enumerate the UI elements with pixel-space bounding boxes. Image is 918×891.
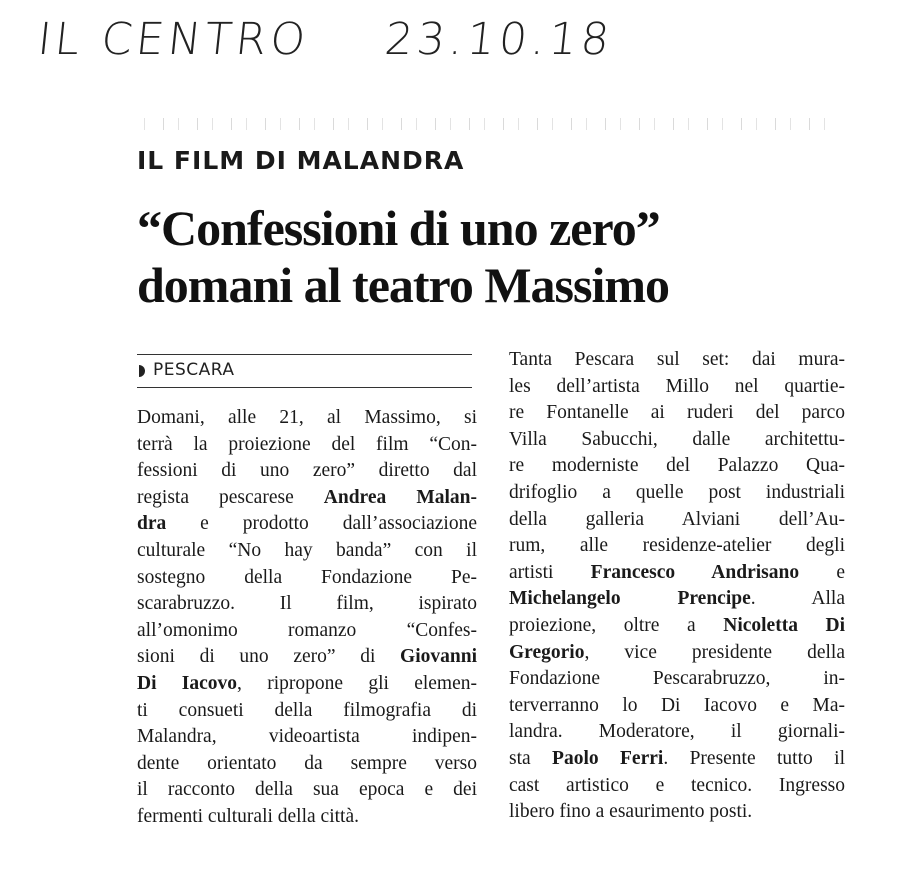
text-run: sostegno della Fondazione Pe- [137,566,477,588]
text-line [137,618,477,645]
text-line [509,640,845,667]
text-line [137,485,477,512]
text-line [137,804,477,831]
text-line [137,591,477,618]
text-line [137,538,477,565]
text-run: all’omonimo romanzo “Confes- [137,619,477,641]
article-headline [137,200,797,314]
article-kicker: IL FILM DI MALANDRA [137,146,465,175]
text-line [509,799,845,826]
bold-name: Francesco Andrisano [590,561,800,583]
text-run: regista pescarese [137,486,324,508]
text-line [137,644,477,671]
text-run: fermenti culturali della città. [137,805,359,827]
text-run: drifoglio a quelle post industriali [509,481,845,503]
text-line [509,586,845,613]
text-run: ti consueti della filmografia di [137,699,477,721]
bold-name: Paolo Ferri [552,747,664,769]
article-column-1 [137,405,477,831]
text-line [509,427,845,454]
text-line [137,432,477,459]
text-line [509,400,845,427]
text-line [509,719,845,746]
text-run: rum, alle residenze-atelier degli [509,535,845,557]
text-run: les dell’artista Millo nel quartie- [509,375,845,397]
text-line [137,777,477,804]
text-line [137,511,477,538]
dateline-bar [137,354,472,388]
text-run: artisti [509,561,591,583]
bold-name: Nicoletta Di [723,614,846,636]
text-line [509,666,845,693]
text-run: libero fino a esaurimento posti. [509,801,753,823]
text-run: scarabruzzo. Il film, ispirato [137,593,477,615]
dateline: PESCARA [153,360,235,380]
text-line [509,480,845,507]
text-run: . Presente tutto il [663,747,845,769]
handwritten-annotation [35,14,615,65]
text-run: Domani, alle 21, al Massimo, si [137,407,477,428]
text-run: sta [509,747,553,769]
text-run: dente orientato da sempre verso [137,752,477,774]
text-line [137,751,477,778]
text-line [509,453,845,480]
text-line [509,533,845,560]
text-run: il racconto della sua epoca e dei [137,779,477,801]
text-run: re Fontanelle ai ruderi del parco [509,402,845,424]
text-run: terverranno lo Di Iacovo e Ma- [509,694,845,716]
text-line [509,347,845,374]
handwritten-date: 23.10.18 [382,14,616,65]
text-line [509,746,845,773]
text-line [509,507,845,534]
bold-name: Giovanni [400,646,477,668]
text-run: culturale “No hay banda” con il [137,539,477,561]
text-line [509,773,845,800]
text-run: Tanta Pescara sul set: dai mura- [509,349,845,370]
text-run: Fondazione Pescarabruzzo, in- [509,668,845,690]
text-run: terrà la proiezione del film “Con- [137,433,477,455]
text-run: della galleria Alviani dell’Au- [509,508,845,530]
text-line [509,560,845,587]
text-run: . Alla [750,588,845,610]
text-run: fessioni di uno zero” diretto dal [137,460,477,482]
text-line [137,671,477,698]
text-run: proiezione, oltre a [509,614,724,636]
text-line [509,693,845,720]
article-column-2 [509,347,845,826]
scan-artifact-line [130,118,830,130]
text-run: cast artistico e tecnico. Ingresso [509,774,845,796]
text-run: sioni di uno zero” di [137,646,401,668]
text-line [137,724,477,751]
handwritten-source: IL CENTRO [35,14,312,65]
bold-name: Andrea Malan- [323,486,477,508]
bold-name: Michelangelo Prencipe [509,588,751,610]
text-run: , ripropone gli elemen- [237,672,477,694]
text-run: e [799,561,845,583]
bold-name: Di Iacovo [137,672,238,694]
text-run: re moderniste del Palazzo Qua- [509,455,845,477]
text-line [509,613,845,640]
headline-line-1: “Confessioni di uno zero” [137,200,660,256]
text-run: Malandra, videoartista indipen- [137,726,477,748]
text-run: Villa Sabucchi, dalle architettu- [509,428,845,450]
text-line [509,374,845,401]
dateline-bullet-icon [139,365,145,377]
headline-line-2: domani al teatro Massimo [137,257,669,313]
text-line [137,405,477,432]
text-run: , vice presidente della [584,641,845,663]
text-run: landra. Moderatore, il giornali- [509,721,845,743]
text-line [137,698,477,725]
text-line [137,458,477,485]
text-run: e prodotto dall’associazione [166,513,477,535]
text-line [137,565,477,592]
bold-name: Gregorio [509,641,585,663]
bold-name: dra [137,513,167,535]
